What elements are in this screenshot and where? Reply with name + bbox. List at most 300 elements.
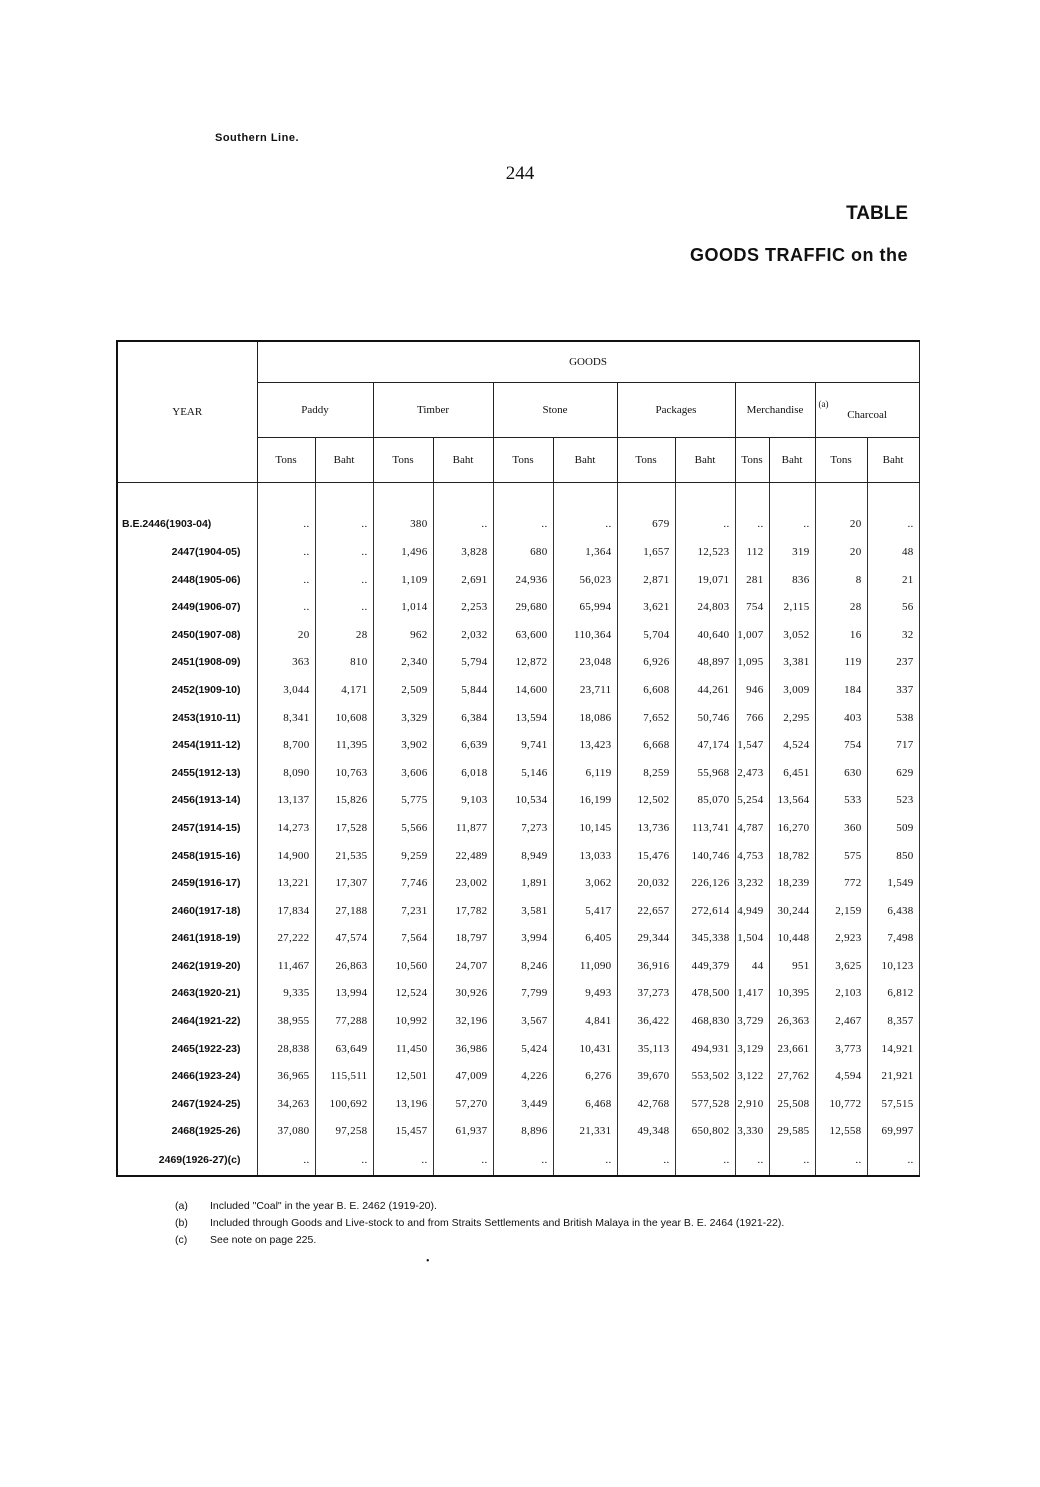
value-cell: .. [257,538,315,566]
value-cell: 42,768 [617,1090,675,1118]
value-cell: 48 [867,538,919,566]
value-cell: 12,524 [373,980,433,1008]
value-cell: .. [257,593,315,621]
year-cell: 2460(1917-18) [117,897,257,925]
value-cell: 17,782 [433,897,493,925]
value-cell: 18,782 [769,842,815,870]
table-row [117,787,919,815]
value-cell: 29,585 [769,1118,815,1146]
value-cell: 39,670 [617,1062,675,1090]
value-cell: 6,451 [769,759,815,787]
value-cell: 360 [815,814,867,842]
value-cell: 836 [769,566,815,594]
unit-header: Baht [315,438,373,483]
value-cell: 679 [617,511,675,539]
value-cell: 5,844 [433,676,493,704]
group-header-timber: Timber [373,383,493,438]
value-cell: 509 [867,814,919,842]
footnote-mark: (b) [175,1217,188,1229]
value-cell: 115,511 [315,1062,373,1090]
value-cell: 533 [815,787,867,815]
value-cell: 12,872 [493,649,553,677]
value-cell: 36,965 [257,1062,315,1090]
value-cell: 680 [493,538,553,566]
value-cell: 47,009 [433,1062,493,1090]
value-cell: .. [493,511,553,539]
value-cell: .. [315,566,373,594]
unit-header: Tons [493,438,553,483]
value-cell: 23,711 [553,676,617,704]
goods-traffic-table [116,340,920,1177]
value-cell: 6,812 [867,980,919,1008]
value-cell: 13,594 [493,704,553,732]
table-row [117,1090,919,1118]
value-cell: .. [675,511,735,539]
value-cell: 577,528 [675,1090,735,1118]
value-cell: 494,931 [675,1035,735,1063]
value-cell: 28 [815,593,867,621]
value-cell: 10,431 [553,1035,617,1063]
value-cell: .. [257,566,315,594]
value-cell: 37,080 [257,1118,315,1146]
value-cell: 7,564 [373,925,433,953]
year-cell: 2464(1921-22) [117,1007,257,1035]
group-header-paddy: Paddy [257,383,373,438]
value-cell: 28,838 [257,1035,315,1063]
value-cell: 345,338 [675,925,735,953]
value-cell: 272,614 [675,897,735,925]
value-cell: 10,448 [769,925,815,953]
group-header-merchandise: Merchandise [735,383,815,438]
value-cell: 468,830 [675,1007,735,1035]
value-cell: 110,364 [553,621,617,649]
value-cell: .. [315,593,373,621]
value-cell: .. [867,1145,919,1176]
value-cell: 4,171 [315,676,373,704]
value-cell: .. [373,1145,433,1176]
value-cell: 6,018 [433,759,493,787]
value-cell: 3,330 [735,1118,769,1146]
value-cell: 403 [815,704,867,732]
value-cell: 13,736 [617,814,675,842]
value-cell: 49,348 [617,1118,675,1146]
value-cell: 5,254 [735,787,769,815]
unit-header: Tons [735,438,769,483]
value-cell: 2,295 [769,704,815,732]
value-cell: 16,199 [553,787,617,815]
value-cell: 65,994 [553,593,617,621]
value-cell: 17,528 [315,814,373,842]
value-cell: 538 [867,704,919,732]
value-cell: 8,246 [493,952,553,980]
value-cell: 16,270 [769,814,815,842]
value-cell: 6,438 [867,897,919,925]
line-name: Southern Line. [215,132,299,144]
value-cell: 10,123 [867,952,919,980]
value-cell: 226,126 [675,869,735,897]
value-cell: 55,968 [675,759,735,787]
value-cell: 37,273 [617,980,675,1008]
value-cell: 5,417 [553,897,617,925]
value-cell: 2,871 [617,566,675,594]
table-row [117,621,919,649]
table-title: GOODS TRAFFIC on the [690,245,908,265]
value-cell: 12,501 [373,1062,433,1090]
table-row [117,1145,919,1176]
value-cell: 766 [735,704,769,732]
value-cell: 9,335 [257,980,315,1008]
value-cell: 38,955 [257,1007,315,1035]
value-cell: 23,661 [769,1035,815,1063]
value-cell: 10,992 [373,1007,433,1035]
value-cell: .. [617,1145,675,1176]
value-cell: 35,113 [617,1035,675,1063]
value-cell: 946 [735,676,769,704]
value-cell: 11,467 [257,952,315,980]
value-cell: .. [815,1145,867,1176]
table-label: TABLE [846,203,908,224]
table-row [117,676,919,704]
value-cell: 24,803 [675,593,735,621]
value-cell: 3,581 [493,897,553,925]
unit-header: Tons [257,438,315,483]
value-cell: 9,103 [433,787,493,815]
value-cell: 6,468 [553,1090,617,1118]
table-row [117,538,919,566]
value-cell: 478,500 [675,980,735,1008]
table-row [117,759,919,787]
value-cell: 1,417 [735,980,769,1008]
value-cell: 3,621 [617,593,675,621]
value-cell: 2,253 [433,593,493,621]
group-header-packages: Packages [617,383,735,438]
value-cell: 69,997 [867,1118,919,1146]
value-cell: 3,122 [735,1062,769,1090]
charcoal-footnote-mark: (a) [818,398,829,409]
value-cell: 3,052 [769,621,815,649]
value-cell: 15,457 [373,1118,433,1146]
value-cell: 14,900 [257,842,315,870]
unit-header: Baht [433,438,493,483]
year-header: YEAR [117,341,257,483]
value-cell: 11,877 [433,814,493,842]
value-cell: 3,606 [373,759,433,787]
year-cell: 2452(1909-10) [117,676,257,704]
value-cell: 10,534 [493,787,553,815]
year-cell: 2466(1923-24) [117,1062,257,1090]
value-cell: 575 [815,842,867,870]
value-cell: 26,363 [769,1007,815,1035]
value-cell: 3,062 [553,869,617,897]
value-cell: 12,502 [617,787,675,815]
value-cell: 8,700 [257,731,315,759]
value-cell: 36,986 [433,1035,493,1063]
value-cell: 4,226 [493,1062,553,1090]
value-cell: 13,423 [553,731,617,759]
value-cell: 24,707 [433,952,493,980]
value-cell: 650,802 [675,1118,735,1146]
value-cell: 44 [735,952,769,980]
value-cell: 15,476 [617,842,675,870]
value-cell: .. [315,1145,373,1176]
value-cell: 119 [815,649,867,677]
value-cell: 1,496 [373,538,433,566]
value-cell: 26,863 [315,952,373,980]
value-cell: 3,567 [493,1007,553,1035]
value-cell: 36,422 [617,1007,675,1035]
table-row [117,1007,919,1035]
value-cell: 962 [373,621,433,649]
value-cell: 9,493 [553,980,617,1008]
value-cell: 11,090 [553,952,617,980]
value-cell: 56 [867,593,919,621]
value-cell: 754 [735,593,769,621]
value-cell: 5,704 [617,621,675,649]
unit-header: Tons [617,438,675,483]
footnote-text: See note on page 225. [210,1234,317,1246]
value-cell: 18,086 [553,704,617,732]
value-cell: 6,608 [617,676,675,704]
value-cell: 85,070 [675,787,735,815]
value-cell: 11,395 [315,731,373,759]
value-cell: 48,897 [675,649,735,677]
year-cell: 2469(1926-27)(c) [117,1145,257,1176]
printer-dot: • [426,1256,430,1267]
value-cell: .. [315,511,373,539]
year-cell: B.E.2446(1903-04) [117,511,257,539]
table-row [117,814,919,842]
value-cell: .. [769,1145,815,1176]
value-cell: 7,498 [867,925,919,953]
value-cell: 5,146 [493,759,553,787]
year-cell: 2451(1908-09) [117,649,257,677]
value-cell: 57,270 [433,1090,493,1118]
value-cell: 2,340 [373,649,433,677]
value-cell: 717 [867,731,919,759]
value-cell: 27,222 [257,925,315,953]
value-cell: 449,379 [675,952,735,980]
table-row [117,731,919,759]
value-cell: 9,741 [493,731,553,759]
footnotes [175,1198,930,1249]
value-cell: 363 [257,649,315,677]
value-cell: .. [735,1145,769,1176]
table-row [117,1035,919,1063]
value-cell: 29,680 [493,593,553,621]
value-cell: 1,014 [373,593,433,621]
value-cell: .. [433,1145,493,1176]
value-cell: 7,231 [373,897,433,925]
value-cell: 61,937 [433,1118,493,1146]
value-cell: 22,489 [433,842,493,870]
value-cell: 18,239 [769,869,815,897]
unit-header: Baht [769,438,815,483]
value-cell: 9,259 [373,842,433,870]
value-cell: 10,560 [373,952,433,980]
year-cell: 2467(1924-25) [117,1090,257,1118]
value-cell: 1,891 [493,869,553,897]
table-row [117,897,919,925]
table-row [117,566,919,594]
value-cell: 19,071 [675,566,735,594]
value-cell: 27,188 [315,897,373,925]
value-cell: 8,341 [257,704,315,732]
table-row [117,869,919,897]
value-cell: 8,357 [867,1007,919,1035]
value-cell: 2,103 [815,980,867,1008]
value-cell: 63,649 [315,1035,373,1063]
year-cell: 2454(1911-12) [117,731,257,759]
value-cell: 12,558 [815,1118,867,1146]
value-cell: 13,196 [373,1090,433,1118]
table-row [117,925,919,953]
value-cell: 6,926 [617,649,675,677]
value-cell: 8,090 [257,759,315,787]
value-cell: .. [553,511,617,539]
value-cell: 6,668 [617,731,675,759]
year-cell: 2458(1915-16) [117,842,257,870]
value-cell: 951 [769,952,815,980]
value-cell: 6,639 [433,731,493,759]
value-cell: 22,657 [617,897,675,925]
value-cell: 2,509 [373,676,433,704]
table-row [117,1118,919,1146]
value-cell: 3,449 [493,1090,553,1118]
value-cell: 1,109 [373,566,433,594]
value-cell: 6,405 [553,925,617,953]
value-cell: .. [675,1145,735,1176]
value-cell: 184 [815,676,867,704]
value-cell: 1,504 [735,925,769,953]
value-cell: 1,007 [735,621,769,649]
value-cell: 8,949 [493,842,553,870]
value-cell: 97,258 [315,1118,373,1146]
table-row [117,980,919,1008]
year-cell: 2465(1922-23) [117,1035,257,1063]
value-cell: 6,384 [433,704,493,732]
value-cell: 2,691 [433,566,493,594]
footnote [175,1232,930,1249]
value-cell: 3,902 [373,731,433,759]
value-cell: 21 [867,566,919,594]
value-cell: 56,023 [553,566,617,594]
value-cell: 2,923 [815,925,867,953]
value-cell: 20,032 [617,869,675,897]
footnote [175,1198,930,1215]
value-cell: 44,261 [675,676,735,704]
value-cell: 2,115 [769,593,815,621]
value-cell: 17,834 [257,897,315,925]
value-cell: .. [257,1145,315,1176]
value-cell: 2,473 [735,759,769,787]
value-cell: 63,600 [493,621,553,649]
value-cell: 100,692 [315,1090,373,1118]
value-cell: 754 [815,731,867,759]
value-cell: 40,640 [675,621,735,649]
value-cell: 25,508 [769,1090,815,1118]
value-cell: 1,364 [553,538,617,566]
value-cell: 319 [769,538,815,566]
value-cell: 13,994 [315,980,373,1008]
year-cell: 2468(1925-26) [117,1118,257,1146]
value-cell: .. [553,1145,617,1176]
value-cell: .. [867,511,919,539]
value-cell: 281 [735,566,769,594]
value-cell: 6,276 [553,1062,617,1090]
value-cell: 5,424 [493,1035,553,1063]
year-cell: 2453(1910-11) [117,704,257,732]
value-cell: 13,033 [553,842,617,870]
group-header-charcoal [815,383,919,438]
value-cell: 4,787 [735,814,769,842]
table-row [117,511,919,539]
value-cell: 237 [867,649,919,677]
value-cell: 30,244 [769,897,815,925]
footnote-text: Included "Coal" in the year B. E. 2462 (1919-20). [210,1200,437,1212]
value-cell: 3,625 [815,952,867,980]
footnote-mark: (a) [175,1200,188,1212]
value-cell: 17,307 [315,869,373,897]
value-cell: .. [433,511,493,539]
value-cell: 11,450 [373,1035,433,1063]
year-cell: 2463(1920-21) [117,980,257,1008]
value-cell: 2,032 [433,621,493,649]
table-row [117,842,919,870]
value-cell: 18,797 [433,925,493,953]
table-row [117,704,919,732]
year-cell: 2457(1914-15) [117,814,257,842]
year-cell: 2456(1913-14) [117,787,257,815]
value-cell: 12,523 [675,538,735,566]
value-cell: 14,273 [257,814,315,842]
value-cell: 553,502 [675,1062,735,1090]
value-cell: 20 [815,511,867,539]
goods-header: GOODS [257,341,919,383]
year-cell: 2449(1906-07) [117,593,257,621]
value-cell: 21,331 [553,1118,617,1146]
value-cell: 523 [867,787,919,815]
value-cell: 3,009 [769,676,815,704]
year-cell: 2450(1907-08) [117,621,257,649]
value-cell: 2,159 [815,897,867,925]
value-cell: 23,048 [553,649,617,677]
value-cell: 21,535 [315,842,373,870]
value-cell: 21,921 [867,1062,919,1090]
value-cell: 113,741 [675,814,735,842]
value-cell: 629 [867,759,919,787]
value-cell: 3,329 [373,704,433,732]
value-cell: 8,896 [493,1118,553,1146]
unit-header: Baht [675,438,735,483]
value-cell: 20 [815,538,867,566]
value-cell: 47,174 [675,731,735,759]
unit-header: Tons [815,438,867,483]
value-cell: 3,729 [735,1007,769,1035]
value-cell: 13,564 [769,787,815,815]
value-cell: 10,395 [769,980,815,1008]
value-cell: 1,547 [735,731,769,759]
value-cell: 30,926 [433,980,493,1008]
value-cell: 5,794 [433,649,493,677]
footnote [175,1215,930,1232]
value-cell: 10,763 [315,759,373,787]
value-cell: 3,129 [735,1035,769,1063]
value-cell: 7,746 [373,869,433,897]
value-cell: 2,467 [815,1007,867,1035]
value-cell: 10,608 [315,704,373,732]
value-cell: 3,773 [815,1035,867,1063]
value-cell: 4,949 [735,897,769,925]
